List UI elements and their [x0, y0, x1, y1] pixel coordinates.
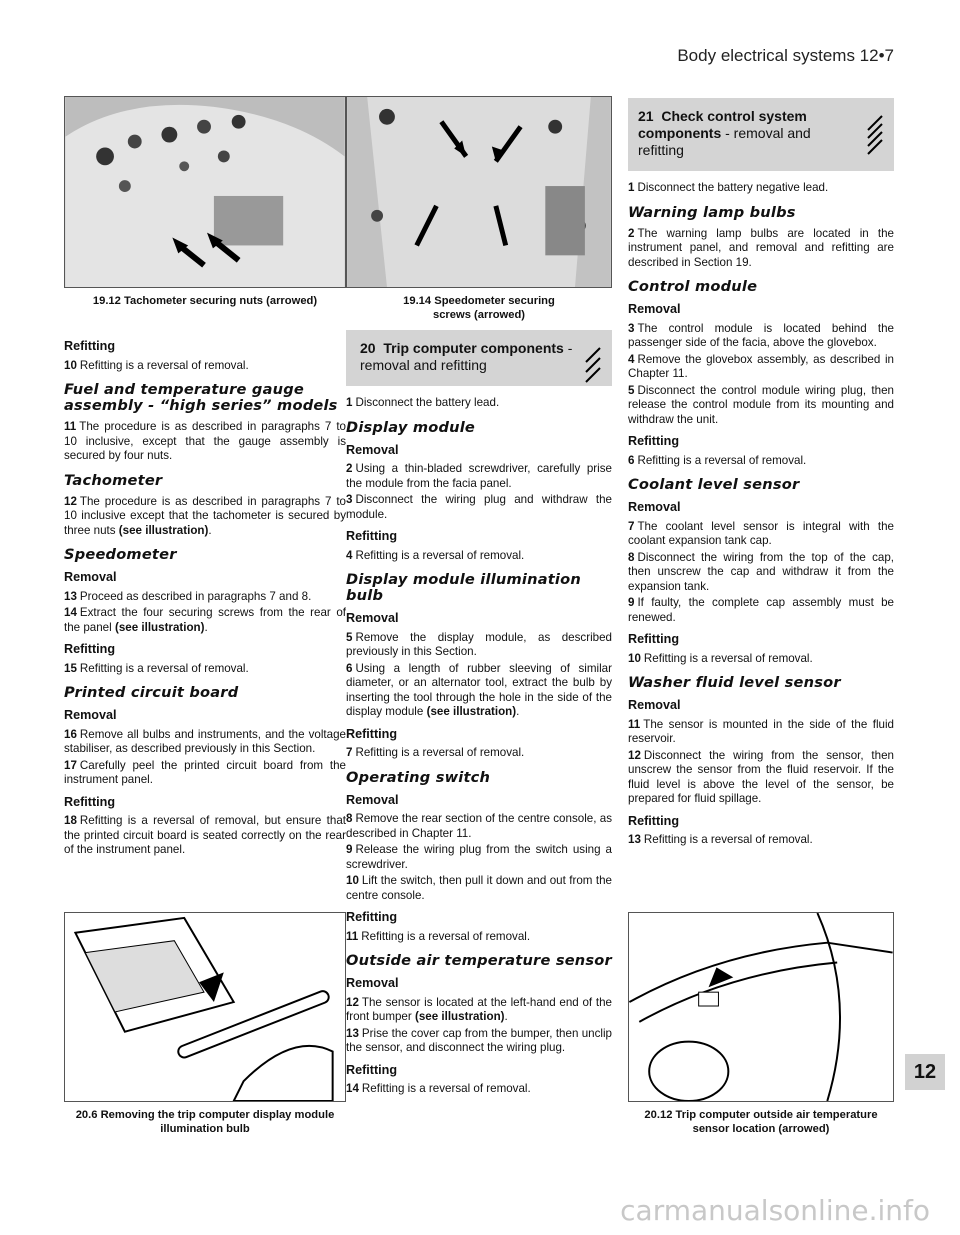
washer-sensor-heading: Washer fluid level sensor	[628, 674, 841, 691]
figure-20-12-illustration	[628, 912, 894, 1102]
para-7: 7 Refitting is a reversal of removal.	[346, 746, 525, 759]
para-8: 8 Disconnect the wiring from the top of the cap, then unscrew the cap and withdraw it from the expansion tank.	[628, 550, 894, 593]
tachometer-heading: Tachometer	[64, 471, 163, 489]
para-1: 1 Disconnect the battery lead.	[346, 396, 500, 409]
para-4: 4 Refitting is a reversal of removal.	[346, 548, 525, 562]
refitting-heading: Refitting	[346, 726, 398, 741]
removal-heading: Removal	[346, 442, 399, 457]
removal-heading: Removal	[346, 792, 399, 807]
para-6: 6 Using a length of rubber sleeving of similar diameter, or an alternator tool, extract the bulb by inserting the tool through the hole in the side of the display module (see illustration).	[346, 661, 612, 718]
refitting-heading: Refitting	[628, 632, 680, 646]
section-20-header: 20 Trip computer components - removal and refitting	[346, 330, 612, 386]
refitting-heading: Refitting	[64, 642, 116, 656]
para-11: 11 The procedure is as described in paragraphs 7 to 10 inclusive, except that the gauge assembly is secured by four nuts.	[64, 420, 346, 462]
para-3: 3 The control module is located behind the passenger side of the facia, above the glovebox.	[628, 321, 894, 349]
para-7: 7 The coolant level sensor is integral with the coolant expansion tank cap.	[628, 519, 894, 547]
watermark: carmanualsonline.info	[620, 1194, 930, 1227]
column-2	[346, 330, 612, 1099]
removal-heading: Removal	[628, 302, 681, 316]
removal-heading: Removal	[628, 500, 681, 514]
column-1	[64, 332, 346, 860]
display-module-heading: Display module	[346, 418, 476, 436]
figure-20-12-caption: 20.12 Trip computer outside air temperature sensor location (arrowed)	[644, 1109, 878, 1135]
para-14: 14 Extract the four securing screws from the rear of the panel (see illustration).	[64, 606, 346, 634]
para-13: 13 Refitting is a reversal of removal.	[628, 833, 813, 846]
difficulty-spanners-icon	[864, 110, 886, 156]
fuel-gauge-heading: Fuel and temperature gauge assembly - “high series” models	[64, 381, 338, 414]
para-10: 10 Lift the switch, then pull it down and out from the centre console.	[346, 874, 612, 902]
removal-heading: Removal	[64, 708, 117, 722]
para-15: 15 Refitting is a reversal of removal.	[64, 661, 249, 675]
para-9: 9 Release the wiring plug from the switch using a screwdriver.	[346, 843, 612, 871]
para-2: 2 Using a thin-bladed screwdriver, carefully prise the module from the facia panel.	[346, 462, 612, 490]
para-2: 2 The warning lamp bulbs are located in the instrument panel, and removal and refitting are described in Section 19.	[628, 226, 894, 269]
speedometer-heading: Speedometer	[64, 546, 177, 563]
refitting-heading: Refitting	[346, 910, 398, 924]
para-11: 11 Refitting is a reversal of removal.	[346, 929, 531, 943]
refitting-heading: Refitting	[64, 794, 116, 809]
column-3	[628, 98, 894, 850]
figure-19-12-caption: 19.12 Tachometer securing nuts (arrowed)	[92, 295, 318, 307]
warning-lamp-heading: Warning lamp bulbs	[628, 203, 796, 221]
figure-20-6-illustration	[64, 912, 346, 1102]
refitting-heading: Refitting	[64, 339, 116, 353]
section-21-header: 21 Check control system components - removal and refitting	[628, 98, 894, 171]
para-5: 5 Disconnect the control module wiring plug, then release the control module from its mounting and withdraw the unit.	[628, 383, 894, 426]
para-3: 3 Disconnect the wiring plug and withdraw the module.	[346, 493, 612, 521]
refitting-heading: Refitting	[628, 813, 680, 828]
operating-switch-heading: Operating switch	[346, 768, 491, 786]
removal-heading: Removal	[64, 570, 117, 584]
para-12: 12 The sensor is located at the left-hand end of the front bumper (see illustration).	[346, 995, 612, 1023]
bulb-heading: Display module illumination bulb	[346, 571, 581, 604]
para-12: 12 The procedure is as described in paragraphs 7 to 10 inclusive except that the tachometer is secured by three nuts (see illustration).	[64, 494, 346, 537]
chapter-tab: 12	[905, 1054, 945, 1090]
para-6: 6 Refitting is a reversal of removal.	[628, 453, 807, 467]
figure-20-6-caption: 20.6 Removing the trip computer display module illumination bulb	[75, 1109, 335, 1135]
para-10: 10 Refitting is a reversal of removal.	[64, 358, 249, 372]
para-5: 5 Remove the display module, as described previously in this Section.	[346, 630, 612, 658]
para-4: 4 Remove the glovebox assembly, as described in Chapter 11.	[628, 352, 894, 380]
para-17: 17 Carefully peel the printed circuit board from the instrument panel.	[64, 758, 346, 786]
removal-heading: Removal	[346, 611, 399, 625]
para-16: 16 Remove all bulbs and instruments, and the voltage stabiliser, as described previously in this Section.	[64, 727, 346, 755]
para-11: 11 The sensor is mounted in the side of the fluid reservoir.	[628, 717, 894, 745]
para-14: 14 Refitting is a reversal of removal.	[346, 1082, 531, 1095]
figure-19-14-photo	[346, 96, 612, 288]
oat-sensor-heading: Outside air temperature sensor	[346, 952, 612, 969]
para-13: 13 Prise the cover cap from the bumper, then unclip the sensor, and disconnect the wiring plug.	[346, 1026, 612, 1054]
difficulty-spanners-icon	[582, 342, 604, 388]
control-module-heading: Control module	[628, 278, 758, 295]
para-12: 12 Disconnect the wiring from the sensor, then unscrew the sensor from the fluid reservoir. If the fluid level is above the level of the sensor, be prepared for fluid spillage.	[628, 748, 894, 805]
figure-19-12-photo	[64, 96, 346, 288]
para-9: 9 If faulty, the complete cap assembly must be renewed.	[628, 596, 894, 624]
refitting-heading: Refitting	[346, 1062, 398, 1077]
para-8: 8 Remove the rear section of the centre console, as described in Chapter 11.	[346, 812, 612, 840]
para-18: 18 Refitting is a reversal of removal, but ensure that the printed circuit board is seated correctly on the rear of the instrument panel.	[64, 814, 346, 856]
removal-heading: Removal	[628, 698, 681, 712]
refitting-heading: Refitting	[346, 529, 398, 543]
refitting-heading: Refitting	[628, 434, 680, 448]
para-13: 13 Proceed as described in paragraphs 7 and 8.	[64, 589, 312, 603]
pcb-heading: Printed circuit board	[64, 684, 239, 701]
para-1: 1 Disconnect the battery negative lead.	[628, 181, 829, 194]
page-header: Body electrical systems 12•7	[677, 46, 894, 65]
removal-heading: Removal	[346, 976, 399, 990]
figure-19-14-caption: 19.14 Speedometer securing screws (arrowed)	[403, 295, 555, 321]
para-10: 10 Refitting is a reversal of removal.	[628, 651, 813, 665]
coolant-sensor-heading: Coolant level sensor	[628, 476, 800, 493]
